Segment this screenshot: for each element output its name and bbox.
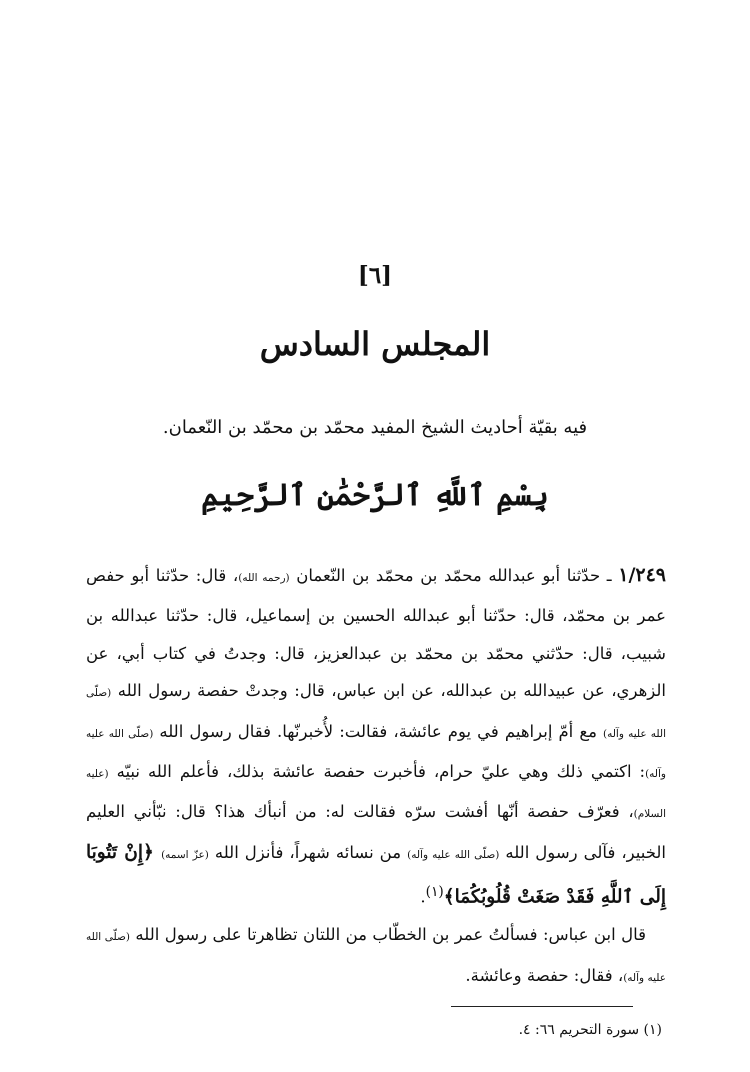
session-title: المجلس السادس [259, 325, 491, 363]
hadith-text: من نسائه شهراً، فأنزل الله [208, 842, 408, 862]
basmala: بِسْمِ ٱللَّهِ ٱلرَّحْمَٰنِ ٱلرَّحِيمِ [201, 478, 549, 513]
footnote-divider [451, 1006, 633, 1007]
session-number: [٦] [357, 262, 393, 289]
session-subtitle: فيه بقيّة أحاديث الشيخ المفيد محمّد بن محمّد بن النّعمان. [162, 417, 588, 438]
hadith-paragraph-1 [86, 557, 666, 916]
hadith-text: ، فقال: حفصة وعائشة. [465, 965, 624, 985]
honorific: (صلّى الله عليه وآله) [86, 687, 666, 740]
hadith-text: ـ حدّثنا أبو عبدالله محمّد بن محمّد بن النّعمان [289, 566, 619, 585]
hadith-text: ، قال: حدّثنا أبو حفص عمر بن محمّد، قال: حدّثنا أبو عبدالله الحسين بن إسماعيل، قال: حدّثنا عبدالله بن شبيب، قال: حدّثني محمّد بن محمّد بن عبدالعزيز، قال: وجدتُ في كتاب أبي، عن الزهري، عن عبيدالله بن عبدالله، عن ابن عباس، قال: وجدتْ حفصة رسول الله [86, 566, 666, 701]
hadith-number: ١/٢٤٩ [618, 564, 667, 586]
honorific: (صلّى الله عليه وآله) [407, 848, 500, 861]
hadith-text: مع أمّ إبراهيم في يوم عائشة، فقالت: لأُخبرنّها. فقال رسول الله [153, 721, 603, 741]
honorific: (صلّى الله عليه وآله) [86, 727, 666, 781]
footnote-reference[interactable]: (١) [425, 884, 444, 901]
hadith-text: : اكتمي ذلك وهي عليّ حرام، فأخبرت حفصة عائشة بذلك، فأعلم الله نبيّه [108, 762, 646, 782]
hadith-text: ، فعرّف حفصة أنّها أفشت سرّه فقالت له: من أنبأك هذا؟ قال: نبّأني العليم الخبير، فآلى رسول الله [86, 802, 666, 862]
honorific: (عزّ اسمه) [161, 848, 209, 861]
honorific: (صلّى الله عليه وآله) [86, 931, 666, 984]
honorific: (عليه السلام) [86, 768, 667, 821]
hadith-body [86, 557, 666, 997]
quran-verse: ﴿إِنْ تَتُوبَا إِلَى ٱللَّهِ فَقَدْ صَغَتْ قُلُوبُكُمَا﴾ [86, 841, 666, 908]
hadith-text: . [420, 887, 426, 907]
honorific: (رحمه الله) [238, 572, 290, 584]
hadith-text: قال ابن عباس: فسألتُ عمر بن الخطّاب من اللتان تظاهرتا على رسول الله [129, 925, 646, 945]
footnote: (١) سورة التحريم ٦٦: ٤. [518, 1022, 662, 1038]
hadith-paragraph-2 [86, 916, 666, 997]
